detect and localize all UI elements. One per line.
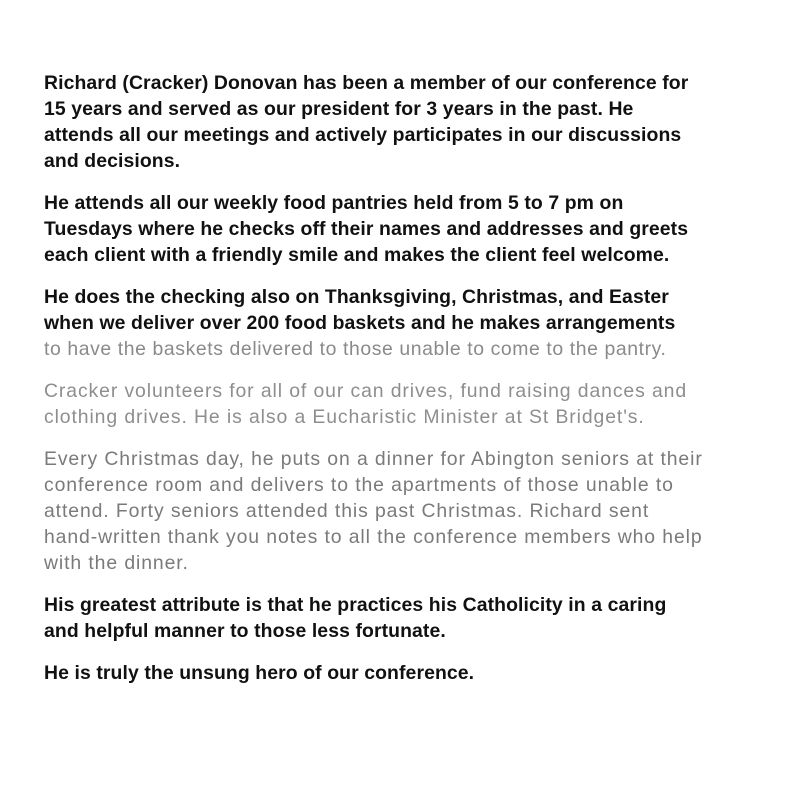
text-line: each client with a friendly smile and makes the client feel welcome. [44, 244, 670, 266]
paragraph-christmas-dinner [44, 446, 760, 576]
text-line: to have the baskets delivered to those unable to come to the pantry. [44, 338, 667, 360]
paragraph-volunteer-drives [44, 378, 760, 430]
text-line: with the dinner. [44, 552, 189, 574]
paragraph-holiday-baskets [44, 284, 760, 362]
paragraph-greatest-attribute [44, 592, 760, 644]
text-line: and decisions. [44, 150, 181, 172]
text-line: 15 years and served as our president for 3 years in the past. He [44, 98, 634, 120]
text-line: His greatest attribute is that he practices his Catholicity in a caring [44, 594, 667, 616]
text-line: Richard (Cracker) Donovan has been a member of our conference for [44, 72, 689, 94]
text-line: attend. Forty seniors attended this past Christmas. Richard sent [44, 500, 650, 522]
text-line: He does the checking also on Thanksgiving, Christmas, and Easter [44, 286, 669, 308]
text-line: He is truly the unsung hero of our conference. [44, 662, 475, 684]
paragraph-membership [44, 70, 760, 174]
text-line: He attends all our weekly food pantries held from 5 to 7 pm on [44, 192, 624, 214]
text-line: hand-written thank you notes to all the conference members who help [44, 526, 703, 548]
text-line: attends all our meetings and actively participates in our discussions [44, 124, 682, 146]
text-line: when we deliver over 200 food baskets and he makes arrangements [44, 312, 676, 334]
paragraph-unsung-hero [44, 660, 760, 686]
text-line: Every Christmas day, he puts on a dinner for Abington seniors at their [44, 448, 703, 470]
text-line: clothing drives. He is also a Eucharistic Minister at St Bridget's. [44, 406, 645, 428]
text-line: conference room and delivers to the apartments of those unable to [44, 474, 674, 496]
text-line: and helpful manner to those less fortunate. [44, 620, 446, 642]
text-line: Cracker volunteers for all of our can drives, fund raising dances and [44, 380, 688, 402]
paragraph-food-pantries [44, 190, 760, 268]
text-line: Tuesdays where he checks off their names and addresses and greets [44, 218, 689, 240]
